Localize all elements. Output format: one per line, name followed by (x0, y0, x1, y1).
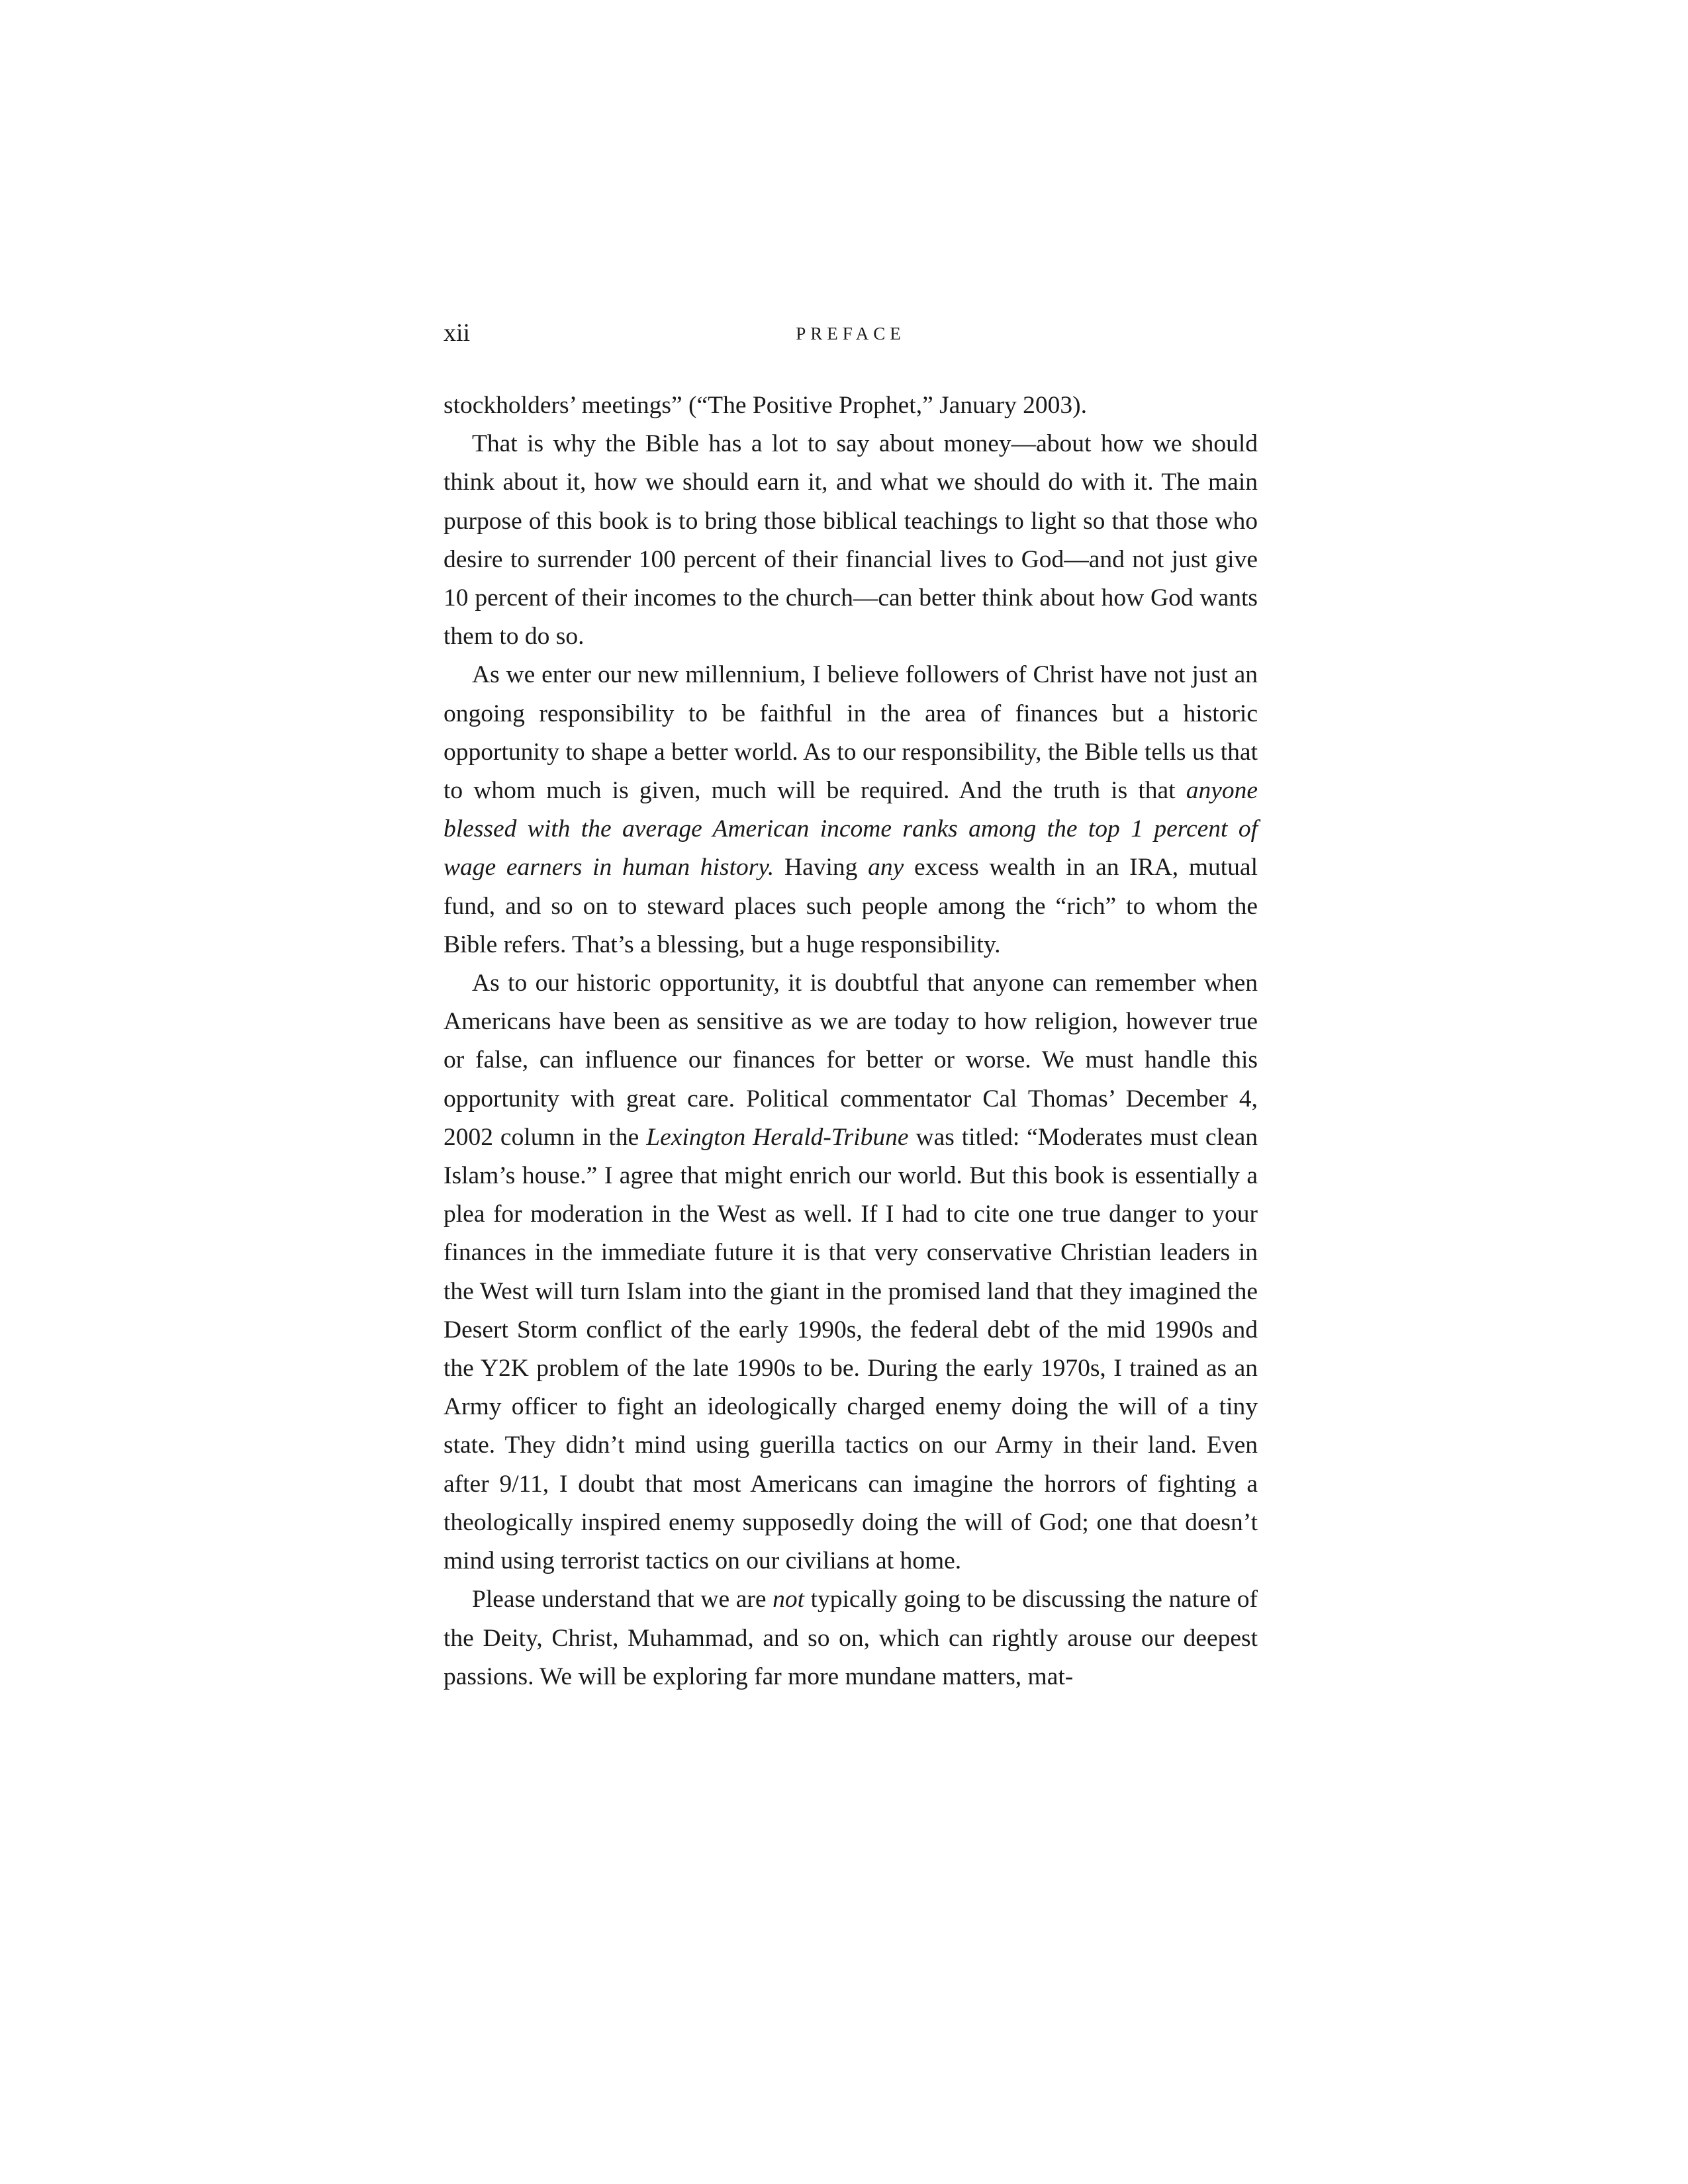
running-head: PREFACE (796, 324, 906, 343)
paragraph-5 (444, 1580, 1258, 1696)
paragraph-5-italic: not (773, 1586, 804, 1614)
paragraph-3-text-c: excess wealth in an IRA, mutual fund, and so on to steward places such people among the “rich” to whom the Bible refers. That’s a blessing, but a huge responsibility. (444, 854, 1258, 958)
paragraph-5-text-b: typically going to be discussing the nature of the Deity, Christ, Muhammad, and so on, which can rightly arouse our deepest passions. We will be exploring far more mundane matters, mat- (444, 1586, 1258, 1690)
paragraph-3-text-a: As we enter our new millennium, I believe followers of Christ have not just an ongoing responsibility to be faithful in the area of finances but a historic opportunity to shape a better world. As to our responsibility, the Bible tells us that to whom much is given, much will be required. And the truth is that (444, 661, 1258, 805)
paragraph-3-italic-b: any (868, 854, 904, 882)
paragraph-1 (444, 387, 1258, 425)
paragraph-4-text-a: As to our historic opportunity, it is doubtful that anyone can remember when Americans have been as sensitive as we are today to how religion, however true or false, can influence our finances for better or worse. We must handle this opportunity with great care. Political commentator Cal Thomas’ December 4, 2002 column in the (444, 970, 1258, 1151)
page-header (444, 316, 1258, 356)
paragraph-2 (444, 425, 1258, 656)
paragraph-3 (444, 656, 1258, 964)
paragraph-5-text-a: Please understand that we are (472, 1586, 773, 1614)
paragraph-1-text: stockholders’ meetings” (“The Positive Prophet,” January 2003). (444, 392, 1087, 419)
paragraph-4-text-b: was titled: “Moderates must clean Islam’s house.” I agree that might enrich our world. But this book is essentially a plea for moderation in the West as well. If I had to cite one true danger to your finances in the immediate future it is that very conservative Christian leaders in the West will turn Islam into the giant in the promised land that they imagined the Desert Storm conflict of the early 1990s, the federal debt of the mid 1990s and the Y2K problem of the late 1990s to be. During the early 1970s, I trained as an Army officer to fight an ideologically charged enemy doing the will of a tiny state. They didn’t mind using guerilla tactics on our Army in their land. Even after 9/11, I doubt that most Americans can imagine the horrors of fighting a theologically inspired enemy supposedly doing the will of God; one that doesn’t mind using terrorist tactics on our civilians at home. (444, 1123, 1258, 1575)
paragraph-4-italic-title: Lexington Herald-Tribune (646, 1123, 909, 1151)
paragraph-3-italic-a: anyone blessed with the average American income ranks among the top 1 percent of wage earners in human history. (444, 777, 1258, 882)
paragraph-3-text-b: Having (774, 854, 868, 882)
body-text (444, 387, 1258, 1696)
paragraph-2-text: That is why the Bible has a lot to say about money—about how we should think about it, how we should earn it, and what we should do with it. The main purpose of this book is to bring those biblical teachings to light so that those who desire to surrender 100 percent of their financial lives to God—and not just give 10 percent of their incomes to the church—can better think about how God wants them to do so. (444, 430, 1258, 651)
paragraph-4 (444, 964, 1258, 1580)
page-number: xii (444, 319, 471, 347)
